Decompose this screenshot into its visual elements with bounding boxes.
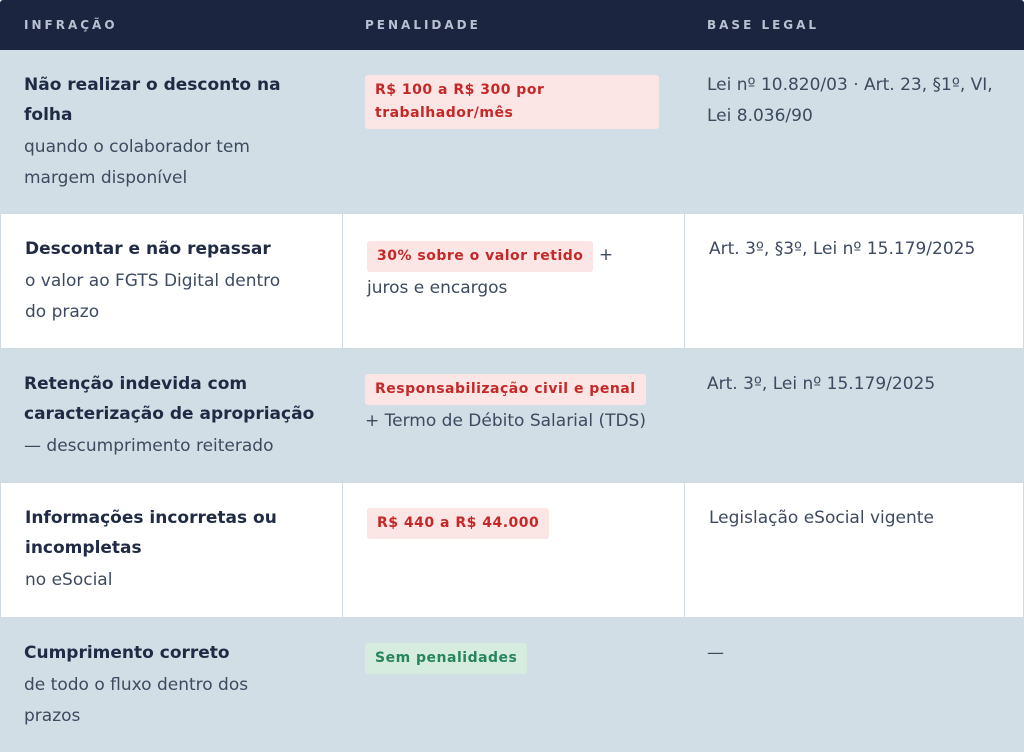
penalty-cell xyxy=(341,349,683,482)
infraction-cell xyxy=(1,214,342,348)
infraction-cell xyxy=(0,349,341,482)
header-infracao: INFRAÇÃO xyxy=(24,18,118,32)
table-row xyxy=(0,618,1024,752)
infraction-subtitle: o valor ao FGTS Digital dentro do prazo xyxy=(25,271,281,322)
penalty-cell xyxy=(342,214,684,348)
legal-basis: Lei nº 10.820/03 · Art. 23, §1º, VI, Lei 8.036/90 xyxy=(707,75,993,126)
no-penalty-badge: Sem penalidades xyxy=(365,643,527,674)
infraction-cell xyxy=(0,50,341,213)
infraction-title: Retenção indevida com caracterização de apropriação xyxy=(24,374,315,424)
infraction-subtitle: — descumprimento reiterado xyxy=(24,436,274,456)
legal-cell xyxy=(684,483,1024,617)
table-row xyxy=(0,349,1024,483)
legal-cell xyxy=(684,214,1024,348)
legal-basis: Art. 3º, §3º, Lei nº 15.179/2025 xyxy=(709,239,976,259)
header-base-legal: BASE LEGAL xyxy=(707,18,820,32)
legal-basis: Art. 3º, Lei nº 15.179/2025 xyxy=(707,374,936,394)
penalty-cell xyxy=(342,483,684,617)
penalty-extra: + Termo de Débito Salarial (TDS) xyxy=(365,411,646,431)
legal-basis: Legislação eSocial vigente xyxy=(709,508,934,528)
penalty-cell xyxy=(341,50,683,213)
legal-cell xyxy=(683,50,1024,213)
penalty-plus: + xyxy=(598,245,614,265)
legal-cell xyxy=(683,349,1024,482)
penalty-badge: R$ 440 a R$ 44.000 xyxy=(367,508,549,539)
legal-basis: — xyxy=(707,643,724,663)
infraction-title: Descontar e não repassar xyxy=(25,239,271,259)
table-header xyxy=(0,0,1024,50)
table-row xyxy=(0,214,1024,349)
infraction-subtitle: quando o colaborador tem margem disponível xyxy=(24,137,250,188)
penalty-badge: R$ 100 a R$ 300 por trabalhador/mês xyxy=(365,75,659,129)
legal-cell xyxy=(683,618,1024,752)
penalty-cell xyxy=(341,618,683,752)
infraction-title: Informações incorretas ou incompletas xyxy=(25,508,277,558)
penalty-extra: juros e encargos xyxy=(367,278,508,298)
table-row xyxy=(0,483,1024,618)
infraction-subtitle: no eSocial xyxy=(25,570,113,590)
header-penalidade: PENALIDADE xyxy=(365,18,481,32)
penalty-badge: 30% sobre o valor retido xyxy=(367,241,593,272)
infraction-cell xyxy=(0,618,341,752)
penalty-badge: Responsabilização civil e penal xyxy=(365,374,646,405)
table-row xyxy=(0,50,1024,214)
infraction-subtitle: de todo o fluxo dentro dos prazos xyxy=(24,675,249,726)
infraction-title: Não realizar o desconto na folha xyxy=(24,75,281,125)
infraction-cell xyxy=(1,483,342,617)
infraction-title: Cumprimento correto xyxy=(24,643,230,663)
penalty-line xyxy=(367,239,664,272)
